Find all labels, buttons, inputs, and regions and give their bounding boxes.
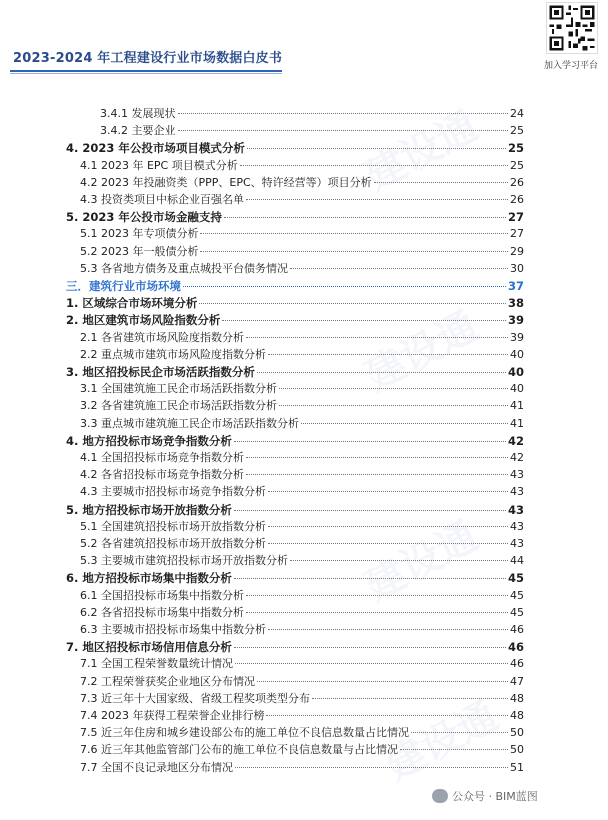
toc-leader-dots: [266, 715, 508, 716]
toc-entry-page: 25: [510, 124, 524, 138]
toc-entry-label: 3.1 全国建筑施工民企市场活跃指数分析: [80, 382, 277, 396]
toc-entry-label: 5.1 2023 年专项债分析: [80, 227, 199, 241]
toc-entry-page: 50: [510, 743, 524, 757]
toc-entry-label: 5.3 各省地方债务及重点城投平台债务情况: [80, 261, 288, 275]
toc-entry-label: 5.2 2023 年一般债分析: [80, 244, 199, 258]
toc-leader-dots: [234, 441, 506, 442]
toc-leader-dots: [183, 286, 506, 287]
toc-entry[interactable]: [66, 210, 524, 224]
toc-leader-dots: [234, 647, 506, 648]
watermark: 建设通: [357, 103, 486, 201]
toc-entry[interactable]: [80, 743, 524, 757]
toc-entry[interactable]: [80, 227, 524, 241]
toc-entry-page: 44: [510, 554, 524, 568]
toc-entry[interactable]: [66, 141, 524, 155]
toc-leader-dots: [290, 560, 508, 561]
toc-entry[interactable]: [80, 193, 524, 207]
toc-entry[interactable]: [80, 554, 524, 568]
toc-entry-page: 43: [510, 468, 524, 482]
header-rule: [10, 70, 282, 72]
toc-entry-page: 46: [510, 623, 524, 636]
watermark: 建设通: [357, 513, 486, 611]
toc-entry-label: 6. 地方招投标市场集中指数分析: [66, 571, 232, 586]
toc-leader-dots: [246, 612, 508, 613]
toc-entry[interactable]: [80, 657, 524, 671]
toc-entry-page: 48: [510, 709, 524, 722]
toc-entry-label: 7.7 全国不良记录地区分布情况: [80, 760, 233, 774]
toc-entry-label: 4.3 主要城市招投标市场竞争指数分析: [80, 485, 266, 499]
toc-leader-dots: [279, 405, 508, 406]
toc-leader-dots: [246, 474, 508, 475]
toc-leader-dots: [246, 595, 508, 596]
toc-entry-label: 7.1 全国工程荣誉数量统计情况: [80, 657, 233, 671]
toc-entry-label: 7.2 工程荣誉获奖企业地区分布情况: [80, 674, 255, 688]
toc-leader-dots: [290, 268, 508, 269]
toc-leader-dots: [247, 148, 506, 149]
toc-entry[interactable]: [80, 399, 524, 413]
toc-entry-page: 40: [510, 382, 524, 396]
toc-entry-label: 6.1 全国招投标市场集中指数分析: [80, 588, 244, 602]
toc-entry-label: 2.1 各省建筑市场风险度指数分析: [80, 330, 244, 344]
toc-entry[interactable]: [80, 520, 524, 534]
toc-entry-label: 7.3 近三年十大国家级、省级工程奖项类型分布: [80, 691, 310, 705]
toc-entry-page: 46: [510, 657, 524, 671]
wechat-icon: [432, 789, 448, 803]
toc-entry[interactable]: [66, 279, 524, 293]
toc-entry-label: 3.4.1 发展现状: [100, 107, 176, 120]
toc-entry[interactable]: [80, 589, 524, 603]
toc-leader-dots: [257, 372, 506, 373]
toc-entry-label: 4.2 各省招投标市场竞争指数分析: [80, 468, 244, 482]
toc-leader-dots: [268, 491, 508, 492]
qr-label: 加入学习平台: [543, 61, 598, 71]
toc-entry-page: 39: [510, 330, 524, 344]
toc-entry-label: 6.2 各省招投标市场集中指数分析: [80, 605, 244, 619]
toc-entry[interactable]: [80, 245, 524, 259]
toc-entry-label: 7.6 近三年其他监管部门公布的施工单位不良信息数量与占比情况: [80, 743, 398, 757]
qr-code-icon: [546, 2, 598, 54]
toc-entry-page: 43: [507, 502, 524, 517]
toc-leader-dots: [312, 698, 508, 699]
toc-entry[interactable]: [80, 623, 524, 637]
toc-entry-label: 7.4 2023 年获得工程荣誉企业排行榜: [80, 709, 265, 722]
toc-entry-page: 48: [510, 691, 524, 705]
watermark: 建设通: [357, 303, 486, 401]
toc-entry-page: 37: [507, 279, 524, 293]
toc-entry[interactable]: [80, 675, 524, 689]
toc-leader-dots: [374, 182, 508, 183]
toc-leader-dots: [268, 543, 508, 544]
toc-entry-page: 27: [510, 227, 524, 241]
toc-leader-dots: [235, 663, 508, 664]
toc-entry-page: 45: [510, 588, 524, 602]
toc-entry-page: 43: [510, 485, 524, 499]
toc-leader-dots: [246, 457, 508, 458]
toc-entry-page: 26: [510, 193, 524, 206]
toc-entry[interactable]: [80, 726, 524, 740]
toc-entry-label: 6.3 主要城市招投标市场集中指数分析: [80, 623, 266, 636]
toc-leader-dots: [257, 681, 508, 682]
toc-entry-label: 5.1 全国建筑招投标市场开放指数分析: [80, 519, 266, 533]
toc-leader-dots: [234, 578, 506, 579]
toc-leader-dots: [178, 113, 509, 114]
toc-leader-dots: [246, 199, 508, 200]
toc-entry-page: 46: [507, 640, 524, 655]
toc-entry-label: 3.2 各省建筑施工民企市场活跃指数分析: [80, 399, 277, 413]
toc-entry[interactable]: [80, 417, 524, 431]
toc-entry-label: 2. 地区建筑市场风险指数分析: [66, 313, 221, 328]
toc-entry-label: 3. 地区招投标民企市场活跃指数分析: [66, 365, 255, 379]
toc-entry-label: 3.4.2 主要企业: [100, 124, 176, 138]
toc-entry[interactable]: [66, 640, 524, 654]
toc-entry-page: 43: [510, 519, 524, 533]
toc-entry[interactable]: [80, 262, 524, 276]
toc-leader-dots: [200, 251, 508, 252]
toc-entry-page: 40: [510, 347, 524, 361]
toc-entry[interactable]: [100, 124, 524, 138]
toc-entry[interactable]: [80, 485, 524, 499]
toc-entry[interactable]: [80, 468, 524, 482]
toc-entry[interactable]: [80, 709, 524, 723]
toc-entry-label: 4.1 2023 年 EPC 项目模式分析: [80, 158, 238, 172]
toc-leader-dots: [234, 510, 506, 511]
toc-entry-page: 45: [510, 605, 524, 619]
toc-entry-label: 5.3 主要城市建筑招投标市场开放指数分析: [80, 554, 288, 568]
watermark: 建设通: [377, 693, 506, 791]
toc-entry-label: 4. 地方招投标市场竞争指数分析: [66, 433, 232, 448]
toc-leader-dots: [246, 337, 508, 338]
toc-entry[interactable]: [66, 365, 524, 379]
toc-entry-label: 7. 地区招投标市场信用信息分析: [66, 640, 232, 655]
toc-entry[interactable]: [80, 176, 524, 190]
toc-entry-page: 26: [510, 175, 524, 189]
toc-leader-dots: [222, 320, 506, 321]
toc-entry[interactable]: [80, 451, 524, 465]
toc-entry-label: 4. 2023 年公投市场项目模式分析: [66, 141, 245, 156]
toc-entry-label: 4.2 2023 年投融资类（PPP、EPC、特许经营等）项目分析: [80, 175, 372, 189]
toc-leader-dots: [268, 354, 508, 355]
toc-entry-label: 三．建筑行业市场环境: [66, 279, 181, 293]
toc-entry[interactable]: [66, 503, 524, 517]
toc-entry-label: 2.2 重点城市建筑市场风险度指数分析: [80, 347, 266, 361]
toc-entry[interactable]: [100, 107, 524, 121]
toc-leader-dots: [279, 388, 508, 389]
toc-entry-page: 51: [510, 760, 524, 774]
toc-leader-dots: [235, 767, 508, 768]
toc-leader-dots: [268, 629, 508, 630]
toc-entry[interactable]: [66, 313, 524, 327]
toc-entry-label: 5.2 各省建筑招投标市场开放指数分析: [80, 537, 266, 550]
document-header-title: 2023-2024 年工程建设行业市场数据白皮书: [13, 51, 283, 66]
toc-entry[interactable]: [80, 537, 524, 551]
toc-entry-page: 42: [510, 451, 524, 464]
toc-leader-dots: [199, 303, 506, 304]
header-rule-thin: [10, 73, 282, 74]
toc-entry-label: 4.1 全国招投标市场竞争指数分析: [80, 451, 244, 464]
toc-leader-dots: [178, 130, 509, 131]
toc-entry-page: 24: [510, 107, 524, 120]
toc-leader-dots: [224, 217, 506, 218]
toc-entry-page: 40: [507, 365, 524, 379]
toc-entry-page: 30: [510, 261, 524, 275]
toc-entry-page: 43: [510, 537, 524, 550]
toc-entry-page: 38: [507, 296, 524, 311]
toc-entry[interactable]: [80, 348, 524, 362]
toc-leader-dots: [301, 423, 508, 424]
toc-entry-page: 45: [507, 571, 524, 586]
toc-entry[interactable]: [80, 761, 524, 775]
toc-entry-page: 25: [507, 141, 524, 156]
toc-entry-label: 5. 2023 年公投市场金融支持: [66, 210, 222, 225]
toc-entry-label: 3.3 重点城市建筑施工民企市场活跃指数分析: [80, 416, 299, 430]
toc-entry-page: 47: [510, 674, 524, 688]
toc-leader-dots: [400, 749, 508, 750]
toc-entry-page: 25: [510, 158, 524, 172]
toc-leader-dots: [411, 732, 508, 733]
toc-entry[interactable]: [66, 434, 524, 448]
toc-entry[interactable]: [80, 382, 524, 396]
toc-entry-page: 29: [510, 244, 524, 258]
footer-text: 公众号 · BIM蓝图: [452, 790, 538, 803]
toc-entry-page: 41: [510, 416, 524, 430]
toc-entry-page: 42: [507, 433, 524, 448]
toc-entry[interactable]: [66, 571, 524, 585]
toc-entry[interactable]: [80, 606, 524, 620]
toc-leader-dots: [240, 165, 508, 166]
toc-entry[interactable]: [80, 331, 524, 345]
toc-entry[interactable]: [80, 692, 524, 706]
toc-entry-label: 7.5 近三年住房和城乡建设部公布的施工单位不良信息数量占比情况: [80, 726, 409, 740]
wechat-footer: [432, 788, 538, 804]
toc-entry-page: 27: [507, 210, 524, 225]
toc-entry[interactable]: [66, 296, 524, 310]
toc-entry-page: 50: [510, 726, 524, 740]
toc-entry-label: 5. 地方招投标市场开放指数分析: [66, 502, 232, 517]
toc-entry-label: 4.3 投资类项目中标企业百强名单: [80, 193, 244, 206]
toc-entry[interactable]: [80, 159, 524, 173]
toc-leader-dots: [200, 233, 508, 234]
toc-entry-page: 39: [507, 313, 524, 328]
toc-entry-label: 1. 区域综合市场环境分析: [66, 296, 198, 311]
toc-entry-page: 41: [510, 399, 524, 413]
toc-leader-dots: [268, 526, 508, 527]
